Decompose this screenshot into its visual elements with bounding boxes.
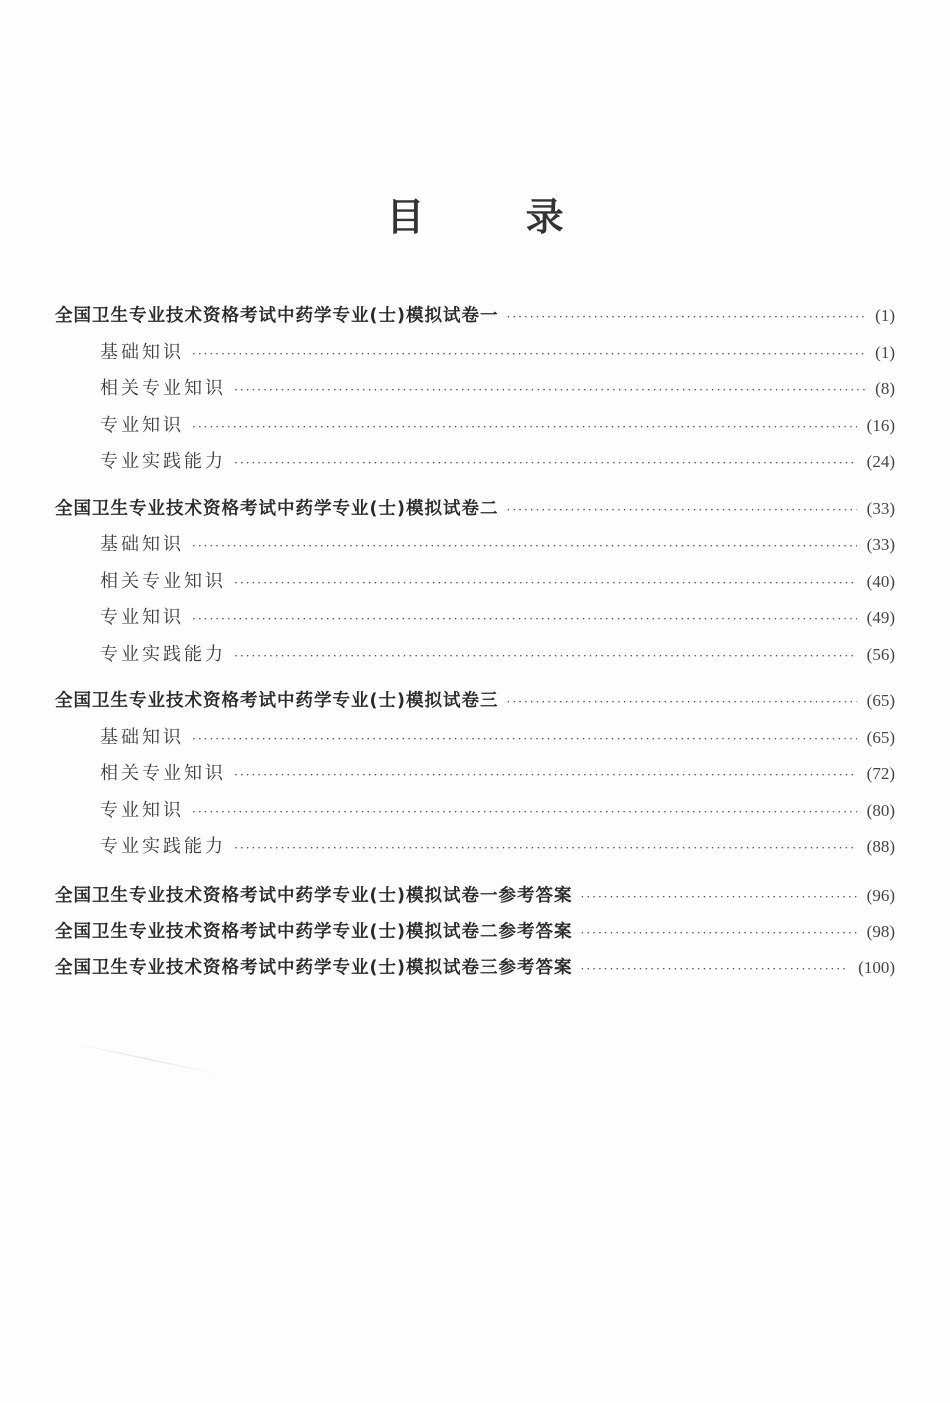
toc-entry-answers3[interactable] [55, 950, 895, 986]
toc-page-number: (40) [866, 571, 895, 591]
toc-entry-exam1-basic[interactable] [55, 335, 895, 372]
toc-page-number: (8) [875, 379, 895, 398]
toc-page-number: (72) [866, 764, 895, 783]
toc-page-number: (33) [866, 498, 895, 518]
toc-page-number: (33) [866, 535, 895, 554]
toc-page-number: (49) [866, 608, 895, 627]
toc-entry-exam2-practice[interactable] [55, 637, 895, 674]
toc-entry-label: 基础知识 [100, 341, 184, 363]
toc-entry-exam3[interactable] [55, 683, 895, 720]
toc-entry-label: 相关专业知识 [100, 378, 226, 399]
spacer [55, 866, 895, 878]
toc-entry-exam2-professional[interactable] [55, 600, 895, 637]
dot-leader [234, 565, 857, 602]
toc-page-number: (24) [866, 452, 895, 471]
toc-entry-exam3-practice[interactable] [55, 829, 895, 866]
page-title: 目 录 [386, 195, 608, 239]
dot-leader [192, 409, 857, 446]
toc-entry-exam3-professional[interactable] [55, 793, 895, 830]
toc-entry-exam1-professional[interactable] [55, 408, 895, 445]
toc-page-number: (65) [866, 691, 895, 710]
dot-leader [192, 528, 857, 565]
toc-entry-exam1-practice[interactable] [55, 444, 895, 481]
toc-entry-answers2[interactable] [55, 914, 895, 950]
spacer [55, 673, 895, 683]
toc-page-number: (88) [866, 837, 895, 856]
toc-entry-answers1[interactable] [55, 878, 895, 914]
toc-page-number: (1) [875, 342, 895, 362]
toc-entry-label: 全国卫生专业技术资格考试中药学专业(士)模拟试卷三 [55, 691, 499, 711]
dot-leader [192, 601, 857, 638]
dot-leader [192, 721, 857, 758]
scan-smudge [72, 1042, 219, 1074]
dot-leader [234, 445, 857, 482]
toc-entry-label: 专业实践能力 [100, 643, 226, 665]
toc-page-number: (100) [858, 957, 895, 977]
dot-leader [192, 336, 865, 373]
toc-entry-exam2-basic[interactable] [55, 527, 895, 564]
toc-entry-exam1-related[interactable] [55, 371, 895, 408]
toc-entry-label: 全国卫生专业技术资格考试中药学专业(士)模拟试卷二 [55, 498, 499, 519]
toc-entry-exam3-related[interactable] [55, 756, 895, 793]
toc-page-number: (80) [866, 800, 895, 820]
table-of-contents [55, 298, 895, 986]
dot-leader [192, 794, 857, 831]
toc-page-number: (98) [866, 921, 895, 941]
dot-leader [234, 757, 857, 794]
toc-entry-label: 全国卫生专业技术资格考试中药学专业(士)模拟试卷二参考答案 [55, 921, 573, 942]
toc-page-number: (56) [866, 644, 895, 664]
dot-leader [507, 492, 857, 529]
toc-entry-exam3-basic[interactable] [55, 720, 895, 757]
toc-page-number: (96) [866, 885, 895, 905]
toc-entry-label: 基础知识 [100, 726, 184, 748]
dot-leader [581, 951, 849, 987]
toc-entry-label: 全国卫生专业技术资格考试中药学专业(士)模拟试卷一 [55, 306, 499, 326]
toc-entry-label: 基础知识 [100, 534, 184, 555]
toc-entry-label: 专业实践能力 [100, 451, 226, 472]
toc-page-number: (1) [875, 306, 895, 325]
toc-page-number: (65) [866, 727, 895, 747]
toc-entry-label: 专业实践能力 [100, 836, 226, 857]
dot-leader [581, 879, 857, 915]
dot-leader [507, 684, 857, 721]
toc-page-number: (16) [866, 415, 895, 435]
toc-entry-label: 相关专业知识 [100, 570, 226, 592]
toc-entry-label: 专业知识 [100, 607, 184, 628]
dot-leader [234, 830, 857, 867]
dot-leader [581, 915, 857, 951]
toc-entry-exam2[interactable] [55, 491, 895, 528]
toc-entry-label: 全国卫生专业技术资格考试中药学专业(士)模拟试卷三参考答案 [55, 957, 573, 978]
toc-entry-label: 相关专业知识 [100, 763, 226, 784]
toc-entry-label: 专业知识 [100, 799, 184, 821]
toc-entry-exam2-related[interactable] [55, 564, 895, 601]
dot-leader [234, 638, 857, 675]
dot-leader [234, 372, 865, 409]
toc-entry-exam1[interactable] [55, 298, 895, 335]
spacer [55, 481, 895, 491]
dot-leader [507, 299, 866, 336]
toc-entry-label: 专业知识 [100, 414, 184, 436]
toc-entry-label: 全国卫生专业技术资格考试中药学专业(士)模拟试卷一参考答案 [55, 885, 573, 906]
